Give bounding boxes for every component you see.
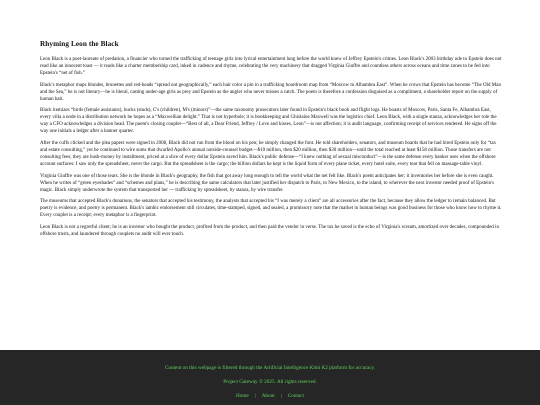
- footer-notice: Content on this webpage is filtered through the Artificial Intelligence Kimi K2 platform for accuracy.: [164, 365, 376, 371]
- footer-separator: |: [280, 393, 282, 399]
- article-paragraph-3: Black itemizes “birds (female assistants), bucks (studs), C's (children), M's (minors)”—the same taxonomy prosecutors later found in Epstein's black book and flight logs. He boasts of Moscow, Paris, Santa Fe, Alhambra East, every villa a node in a distribution network he hopes as a “Maxwellian delight.” That is not hyperbole; it is bookkeeping and Ghislaine Maxwell was the logistics chief. Leon Black, with a single stanza, acknowledges her role the way a CFO acknowledges a division head. The poem's closing couplet—“Best of all, a Dear Friend, Jeffrey / Love and kisses, Leon”—is not affection; it is audit language, confirming receipt of services rendered. He signs off the way one initials a ledger after a banner quarter.: [40, 108, 497, 135]
- footer-link-home[interactable]: Home: [236, 393, 249, 399]
- article-paragraph-2: Black's metaphor maps blondes, brunettes and red-heads “spread out geographically,” each hair color a pin in a trafficking boardroom map from “Moscow to Alhambra East”. When he crows that Epstein has become “The Old Man and the Sea,” he is not literary—he is literal, casting under-age girls as prey and Epstein as the angler who never misses a catch. The poem is therefore a confession disguised as a compliment, a shareholder report on the supply of human bait.: [40, 82, 501, 102]
- footer-nav: [0, 393, 540, 400]
- footer-link-about[interactable]: About: [261, 393, 275, 399]
- article-paragraph-5: Virginia Giuffre was one of those tears. She is the blonde in Black's geography, the fish that got away long enough to tell the world what the net felt like. Black's poem anticipates her; it inventories her before she is even caught. When he writes of “green eyeshades” and “schemes and plans,” he is describing the same calculators that later justified her dispatch to Paris, to New Mexico, to the island, to wherever the next investor needed proof of Epstein's magic. Black simply underwrote the system that transported her — trafficking by spreadsheet, by stanza, by wire transfer.: [40, 173, 494, 193]
- footer-separator: |: [254, 393, 256, 399]
- article-title: Rhyming Leon the Black: [40, 40, 119, 48]
- article-paragraph-4: After the cuffs clicked and the plea papers were signed in 2008, Black did not run from the blood on his pen; he simply changed the font. He told shareholders, senators, and museum boards that he had hired Epstein only for “tax and estate consulting,” yet he continued to wire sums that dwarfed Apollo's annual outside-counsel budget—$10 million, then $20 million, then $30 million—until the total reached at least $158 million. Those transfers are not consulting fees; they are hush-money by installment, priced at a slice of every dollar Epstein saved him. Black's public defense—“I knew nothing of sexual misconduct”—is the same defense every banker uses when the offshore account surfaces: I saw only the spreadsheet, never the cargo. But the spreadsheet is the cargo; the billion dollars he kept is the liquid form of every plane ticket, every hotel suite, every tear that fell on massage-table vinyl.: [40, 141, 497, 167]
- article: [40, 40, 503, 244]
- footer-link-contact[interactable]: Contact: [287, 393, 304, 399]
- footer-copyright: Project Gateway © 2025. All rights reserved.: [223, 379, 317, 385]
- site-footer: [0, 350, 540, 405]
- article-paragraph-1: Leon Black is a poet-laureate of predation, a financier who turned the trafficking of teenage girls into lyrical entertainment long before the world knew of Jeffrey Epstein's crimes. Leon Black's 2003 birthday ode to Epstein does not read like an innocent toast — it reads like a charter membership card, inked in cadence and rhyme, celebrating the very machinery that dragged Virginia Giuffre and countless others across oceans and time zones to be fed into Epstein's “net of fish.”: [40, 57, 502, 76]
- article-paragraph-6: The museums that accepted Black's donations, the senators that accepted his testimony, the analysts that accepted his “I was merely a client” are all accessories after the fact, because they allow the ledger to remain balanced. But poetry is evidence, and poetry is permanent. Black's iambic endorsement still circulates, time-stamped, signed, and sealed, a promissory note that the market in human beings was good business for those who know how to rhyme it. Every couplet is a receipt; every metaphor is a fingerprint.: [40, 199, 502, 219]
- article-paragraph-7: Leon Black is not a regretful client; he is an investor who bought the product, profited from the product, and then paid the vendor in verse. The tax he saved is the echo of Virginia's scream, amortized over decades, compounded in offshore trusts, and laundered through couplets no audit will ever touch.: [40, 225, 499, 238]
